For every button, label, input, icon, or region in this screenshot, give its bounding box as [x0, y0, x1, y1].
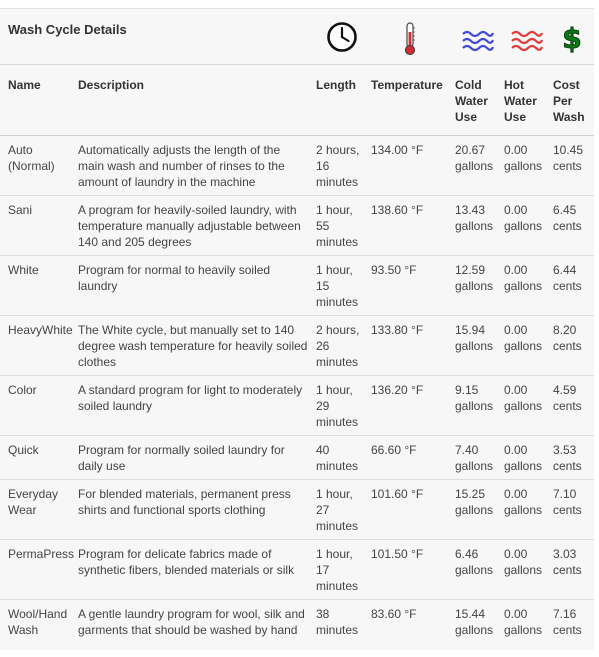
clock-icon [326, 21, 358, 53]
cell-hot-water: 0.00 gallons [500, 316, 549, 376]
col-header-name: Name [0, 66, 74, 136]
table-row [0, 196, 594, 256]
cell-temperature: 138.60 °F [367, 196, 451, 256]
col-header-cost: Cost Per Wash [549, 66, 594, 136]
hot-water-icon [511, 29, 543, 55]
table-row [0, 136, 594, 196]
cell-temperature: 101.50 °F [367, 540, 451, 600]
cell-name: PermaPress [0, 540, 74, 600]
cell-name: White [0, 256, 74, 316]
col-header-temperature: Temperature [367, 66, 451, 136]
cell-temperature: 93.50 °F [367, 256, 451, 316]
cell-name: HeavyWhite [0, 316, 74, 376]
cell-name: Auto (Normal) [8, 143, 55, 173]
cell-length: 1 hour, 27 minutes [312, 480, 367, 540]
cell-hot-water: 0.00 gallons [500, 480, 549, 540]
cell-temperature: 66.60 °F [367, 436, 451, 480]
dollar-icon [561, 21, 583, 55]
table-row [0, 540, 594, 600]
cell-length: 1 hour, 55 minutes [312, 196, 367, 256]
cell-length: 1 hour, 17 minutes [312, 540, 367, 600]
cell-cost: 3.53 cents [549, 436, 594, 480]
cell-cold-water: 7.40 gallons [451, 436, 500, 480]
cell-name: Color [0, 376, 74, 436]
cell-name: Everyday Wear [0, 480, 74, 540]
cell-cost: 7.16 cents [549, 600, 594, 644]
cell-cost: 10.45 cents [553, 143, 584, 173]
cell-cold-water: 12.59 gallons [451, 256, 500, 316]
svg-text:$: $ [562, 22, 582, 55]
cell-cost: 4.59 cents [549, 376, 594, 436]
cell-length: 1 hour, 29 minutes [312, 376, 367, 436]
col-header-description: Description [74, 66, 312, 136]
cell-cold-water: 15.94 gallons [451, 316, 500, 376]
col-header-hot-water: Hot Water Use [500, 66, 549, 136]
cell-description: A standard program for light to moderately soiled laundry [74, 376, 312, 436]
col-header-cold-water: Cold Water Use [451, 66, 500, 136]
cell-description: For blended materials, permanent press shirts and functional sports clothing [74, 480, 312, 540]
cell-temperature: 133.80 °F [367, 316, 451, 376]
cell-temperature: 83.60 °F [367, 600, 451, 644]
panel-title: Wash Cycle Details [8, 22, 127, 37]
cell-cold-water: 15.25 gallons [451, 480, 500, 540]
cell-temperature: 101.60 °F [367, 480, 451, 540]
wash-cycle-table [0, 66, 594, 643]
cell-description: Program for normally soiled laundry for daily use [74, 436, 312, 480]
cell-description: A gentle laundry program for wool, silk and garments that should be washed by hand [74, 600, 312, 644]
thermometer-icon [402, 22, 418, 56]
col-header-length: Length [312, 66, 367, 136]
cell-length: 1 hour, 15 minutes [312, 256, 367, 316]
panel-header [0, 9, 594, 65]
cell-description: A program for heavily-soiled laundry, with temperature manually adjustable between 140 and 205 degrees [74, 196, 312, 256]
cell-cold-water: 6.46 gallons [451, 540, 500, 600]
cell-cost: 6.44 cents [549, 256, 594, 316]
cell-description: Program for normal to heavily soiled laundry [74, 256, 312, 316]
cell-cost: 6.45 cents [549, 196, 594, 256]
table-row [0, 256, 594, 316]
table-row [0, 316, 594, 376]
cell-hot-water: 0.00 gallons [500, 600, 549, 644]
table-header-row [0, 66, 594, 136]
table-row [0, 376, 594, 436]
table-row [0, 600, 594, 644]
cell-temperature: 136.20 °F [367, 376, 451, 436]
cell-hot-water: 0.00 gallons [500, 256, 549, 316]
cell-name: Sani [0, 196, 74, 256]
cell-length: 2 hours, 16 minutes [316, 143, 360, 189]
table-row [0, 480, 594, 540]
cell-cost: 3.03 cents [549, 540, 594, 600]
cell-cost: 7.10 cents [549, 480, 594, 540]
cell-length: 38 minutes [312, 600, 367, 644]
cell-hot-water: 0.00 gallons [500, 376, 549, 436]
cell-cold-water: 13.43 gallons [451, 196, 500, 256]
cell-length: 40 minutes [312, 436, 367, 480]
cold-water-icon [462, 29, 494, 55]
cell-description: Automatically adjusts the length of the main wash and number of rinses to the amount of laundry in the machine [78, 143, 285, 189]
wash-cycle-panel [0, 8, 594, 650]
cell-cost: 8.20 cents [549, 316, 594, 376]
cell-description: The White cycle, but manually set to 140 degree wash temperature for heavily soiled clothes [74, 316, 312, 376]
cell-hot-water: 0.00 gallons [504, 143, 543, 173]
cell-cold-water: 9.15 gallons [451, 376, 500, 436]
cell-hot-water: 0.00 gallons [500, 436, 549, 480]
cell-hot-water: 0.00 gallons [500, 540, 549, 600]
cell-cold-water: 15.44 gallons [451, 600, 500, 644]
cell-name: Wool/Hand Wash [0, 600, 74, 644]
cell-cold-water: 20.67 gallons [455, 143, 494, 173]
cell-description: Program for delicate fabrics made of synthetic fibers, blended materials or silk [74, 540, 312, 600]
cell-name: Quick [0, 436, 74, 480]
table-row [0, 436, 594, 480]
cell-length: 2 hours, 26 minutes [312, 316, 367, 376]
cell-temperature: 134.00 °F [371, 143, 424, 157]
cell-hot-water: 0.00 gallons [500, 196, 549, 256]
